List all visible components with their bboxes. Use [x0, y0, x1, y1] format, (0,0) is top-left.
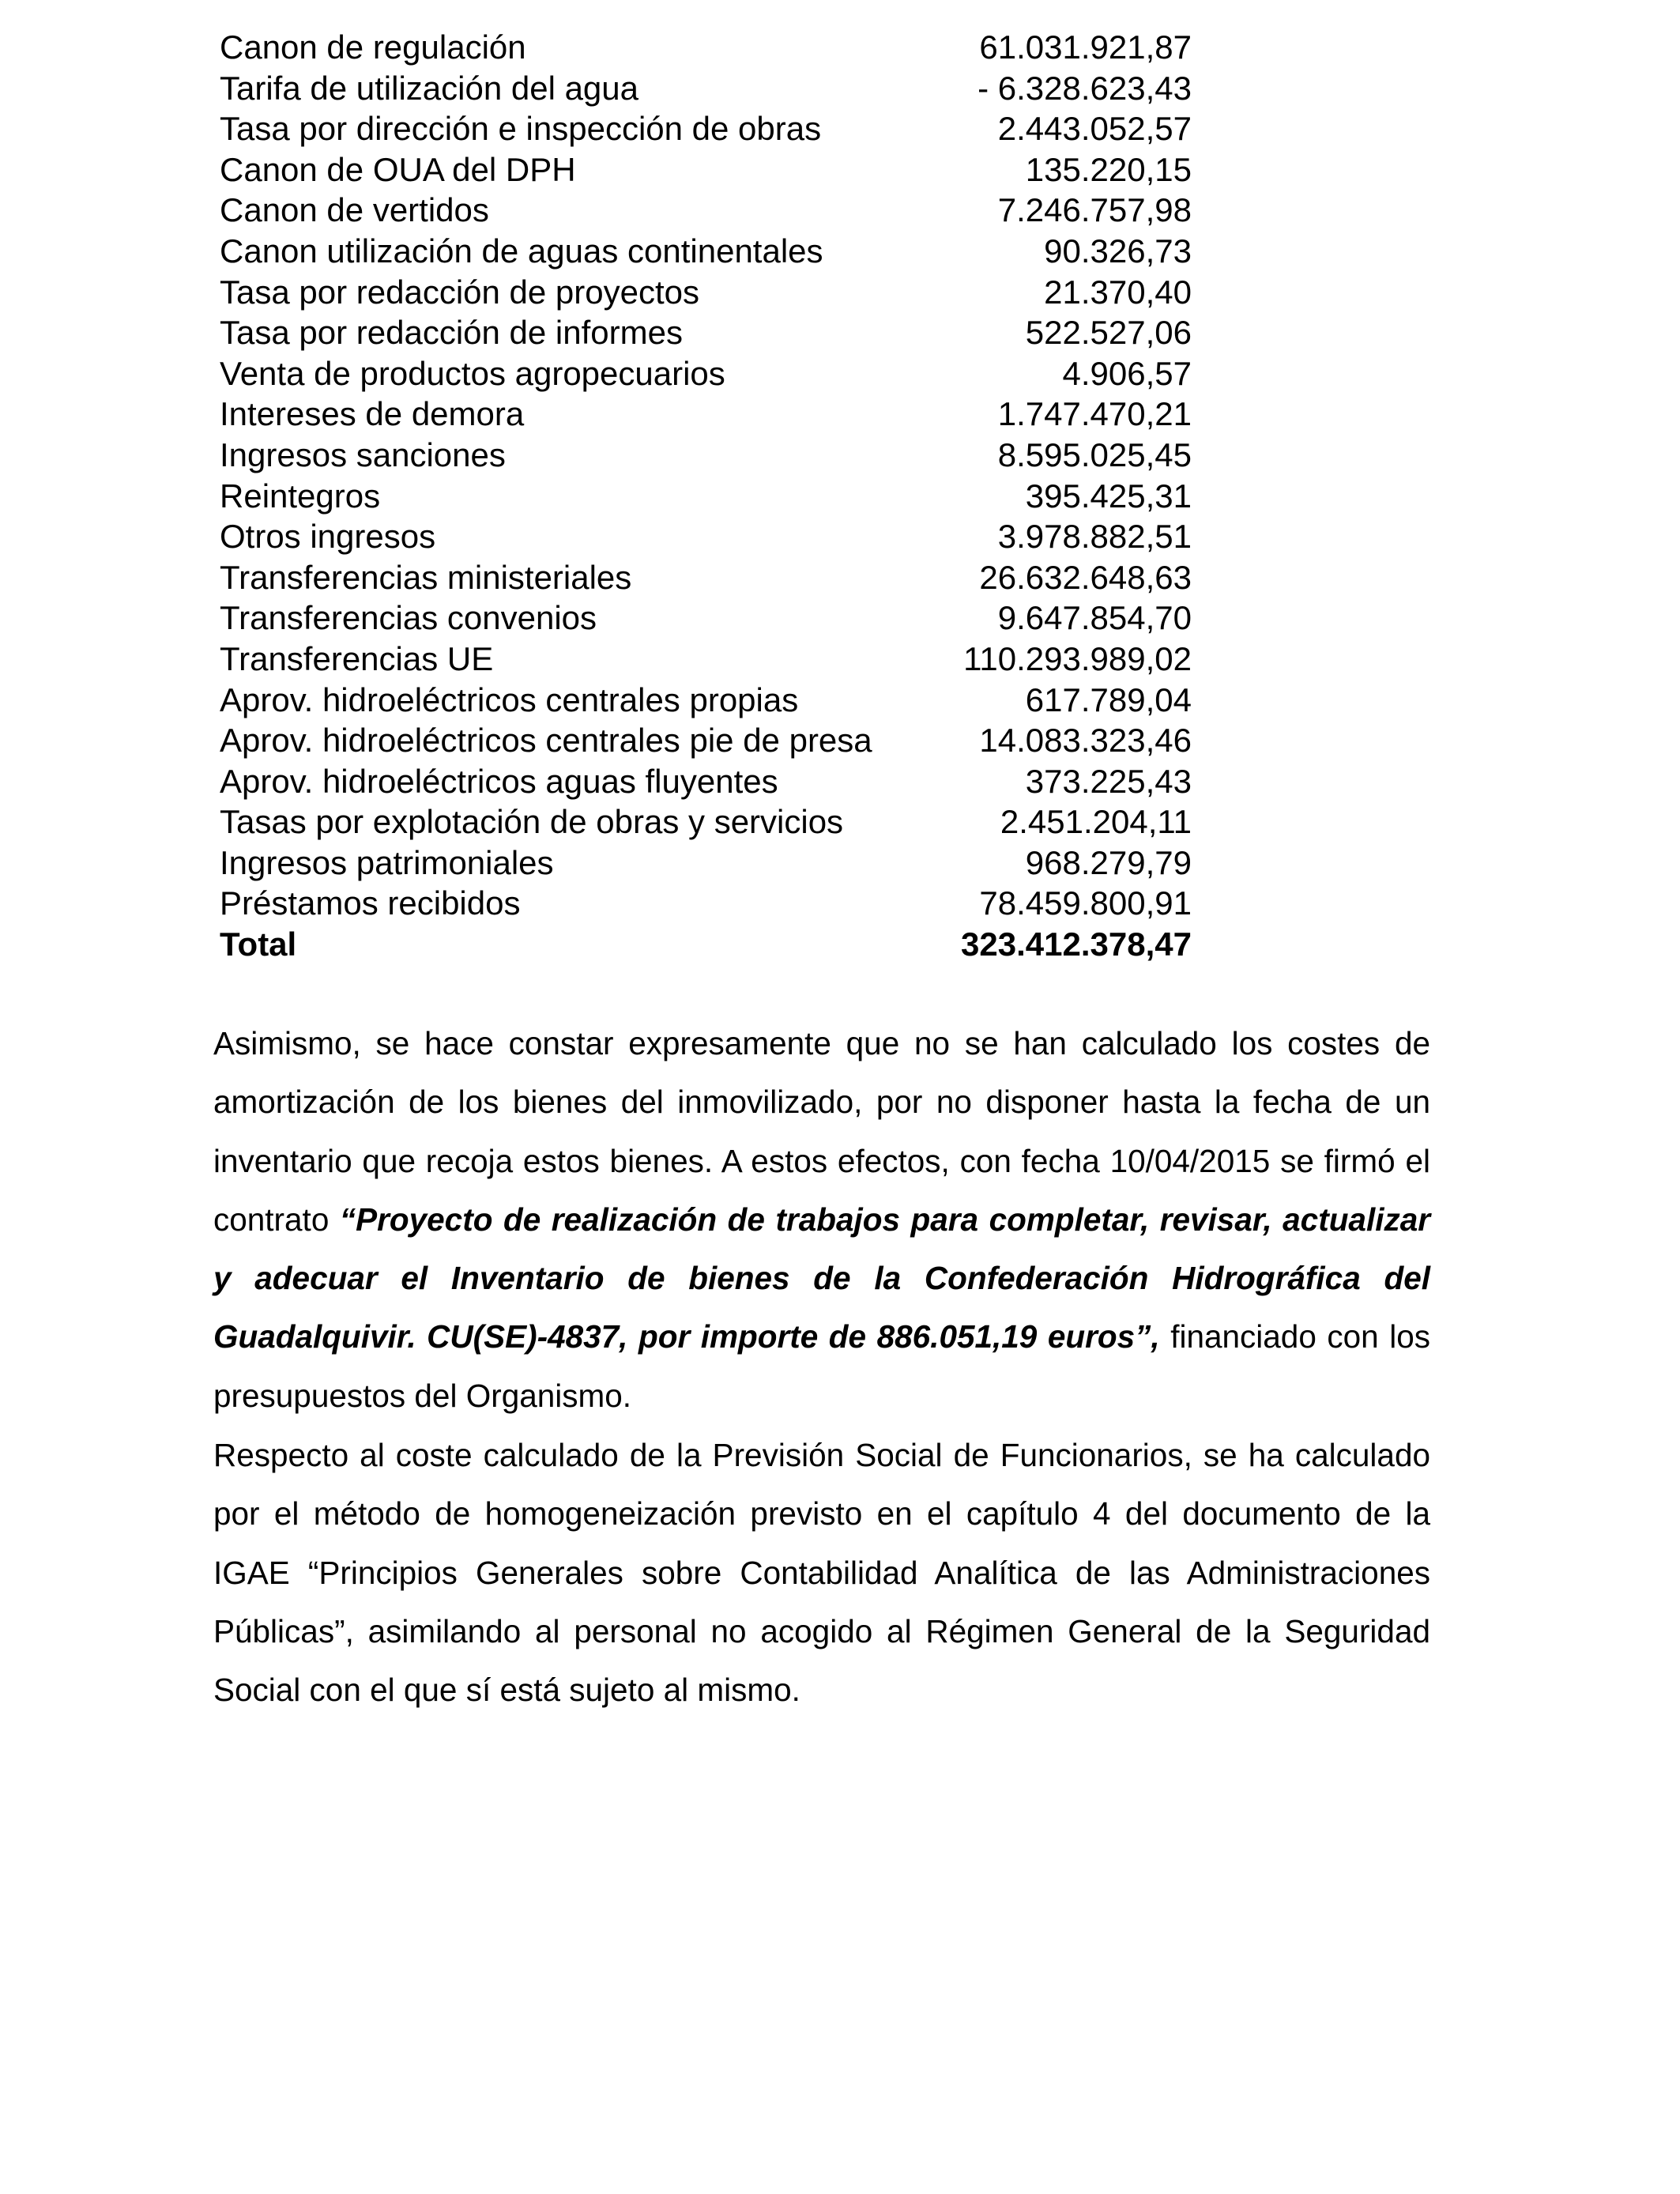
table-row [220, 435, 1192, 476]
table-row [220, 761, 1192, 802]
row-concept: Canon utilización de aguas continentales [220, 232, 823, 270]
table-row [220, 353, 1192, 394]
row-concept: Tarifa de utilización del agua [220, 69, 639, 107]
row-amount: 373.225,43 [1025, 762, 1192, 800]
row-amount: 78.459.800,91 [979, 884, 1192, 922]
row-amount: 8.595.025,45 [997, 435, 1192, 473]
table-row [220, 598, 1192, 639]
row-concept: Transferencias convenios [220, 599, 597, 637]
total-amount: 323.412.378,47 [961, 925, 1192, 963]
row-concept: Aprov. hidroeléctricos aguas fluyentes [220, 762, 778, 800]
table-total-row [220, 924, 1192, 965]
row-concept: Transferencias ministeriales [220, 558, 632, 596]
row-amount: 26.632.648,63 [979, 558, 1192, 596]
row-amount: 135.220,15 [1025, 150, 1192, 188]
row-amount: 617.789,04 [1025, 680, 1192, 718]
row-concept: Tasa por redacción de proyectos [220, 273, 700, 311]
table-row [220, 476, 1192, 517]
row-concept: Venta de productos agropecuarios [220, 354, 725, 392]
row-amount: 7.246.757,98 [997, 191, 1192, 229]
row-amount: 2.451.204,11 [1000, 803, 1192, 841]
row-amount: 110.293.989,02 [963, 639, 1192, 677]
row-concept: Tasas por explotación de obras y servicios [220, 803, 844, 841]
row-concept: Ingresos patrimoniales [220, 843, 554, 881]
table-row [220, 883, 1192, 924]
paragraph-intro-text: Asimismo, se hace constar expresamente que no se han calculado los costes de amortización de los bienes del inmovilizado, por no disponer hasta la fecha de un inventario que recoja estos bienes. A estos efectos, con fecha 10/04/2015 se firmó el contrato [213, 1025, 1430, 1238]
row-amount: 395.425,31 [1025, 477, 1192, 515]
row-concept: Intereses de demora [220, 395, 525, 433]
row-concept: Canon de OUA del DPH [220, 150, 576, 188]
table-row [220, 516, 1192, 557]
row-concept: Otros ingresos [220, 518, 436, 556]
row-concept: Canon de regulación [220, 28, 526, 66]
row-amount: 90.326,73 [1044, 232, 1192, 270]
table-row [220, 557, 1192, 598]
table-row [220, 149, 1192, 190]
row-amount: 4.906,57 [1062, 354, 1192, 392]
table-row [220, 312, 1192, 353]
row-amount: 61.031.921,87 [979, 28, 1192, 66]
row-amount: 2.443.052,57 [997, 110, 1192, 148]
row-amount: 522.527,06 [1025, 314, 1192, 352]
row-amount: 14.083.323,46 [979, 722, 1192, 760]
table-row [220, 190, 1192, 231]
table-row [220, 68, 1192, 109]
row-concept: Canon de vertidos [220, 191, 489, 229]
contract-title-emphasis: “Proyecto de realización de trabajos para completar, revisar, actualizar y adecuar el Inventario de bienes de la Confederación Hidrográfica del Guadalquivir. CU(SE)-4837, por importe de 886.051,19 euros”, [213, 1201, 1430, 1355]
row-concept: Transferencias UE [220, 639, 494, 677]
total-label: Total [220, 925, 297, 963]
row-concept: Aprov. hidroeléctricos centrales propias [220, 680, 799, 718]
table-row [220, 639, 1192, 680]
row-amount: 3.978.882,51 [997, 518, 1192, 556]
row-amount: - 6.328.623,43 [977, 69, 1192, 107]
row-concept: Préstamos recibidos [220, 884, 521, 922]
table-row [220, 231, 1192, 272]
amortization-paragraph [213, 1014, 1430, 1425]
table-row [220, 843, 1192, 884]
social-provision-paragraph: Respecto al coste calculado de la Previsión Social de Funcionarios, se ha calculado por el método de homogeneización previsto en el capítulo 4 del documento de la IGAE “Principios Generales sobre Contabilidad Analítica de las Administraciones Públicas”, asimilando al personal no acogido al Régimen General de la Seguridad Social con el que sí está sujeto al mismo. [213, 1437, 1430, 1709]
table-row [220, 108, 1192, 149]
row-amount: 968.279,79 [1025, 843, 1192, 881]
row-concept: Tasa por redacción de informes [220, 314, 683, 352]
paragraph-end-text: financiado con los presupuestos del Organismo. [213, 1318, 1430, 1414]
table-row [220, 394, 1192, 435]
table-row [220, 801, 1192, 843]
row-amount: 9.647.854,70 [997, 599, 1192, 637]
row-concept: Aprov. hidroeléctricos centrales pie de presa [220, 722, 872, 760]
table-row [220, 272, 1192, 313]
table-row [220, 680, 1192, 721]
row-concept: Reintegros [220, 477, 381, 515]
row-amount: 1.747.470,21 [997, 395, 1192, 433]
row-amount: 21.370,40 [1044, 273, 1192, 311]
table-row [220, 720, 1192, 761]
table-row [220, 27, 1192, 68]
row-concept: Ingresos sanciones [220, 435, 506, 473]
row-concept: Tasa por dirección e inspección de obras [220, 110, 822, 148]
income-table [220, 27, 1192, 965]
